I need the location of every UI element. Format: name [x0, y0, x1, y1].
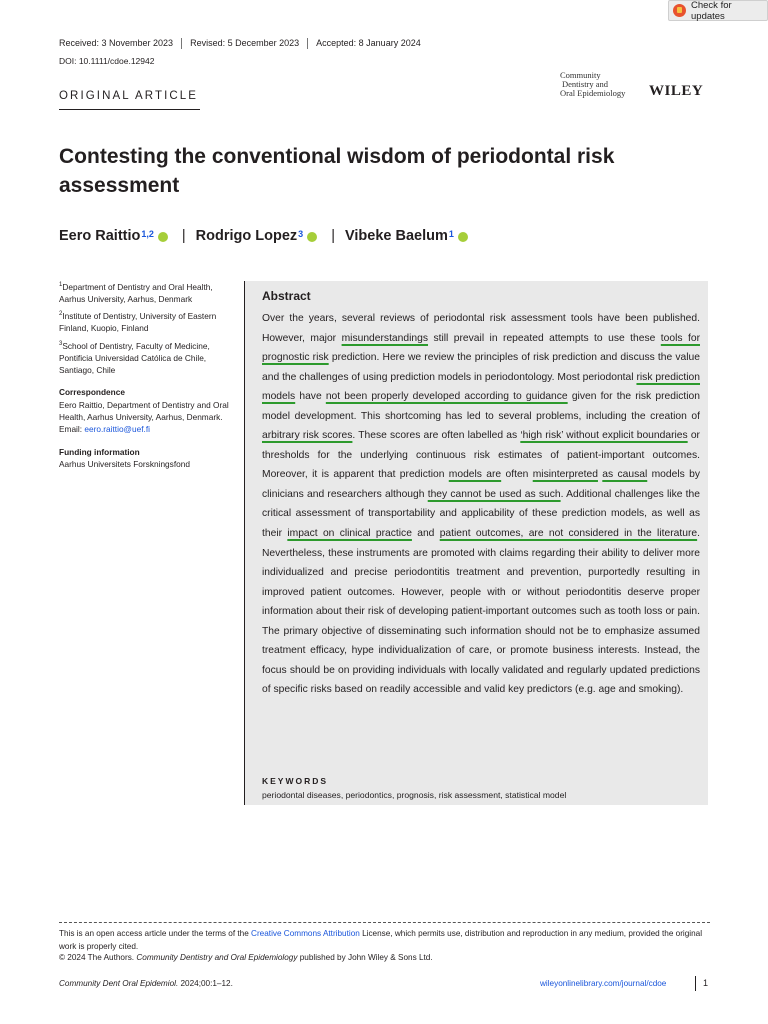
footer-rule: [59, 922, 710, 923]
keywords: periodontal diseases, periodontics, prognosis, risk assessment, statistical model: [262, 790, 567, 800]
highlighted-phrase: not been properly developed according to guidance: [325, 391, 568, 403]
author-name: Eero Raittio: [59, 228, 141, 244]
highlighted-phrase: models are: [448, 469, 502, 481]
received-date: Received: 3 November 2023: [59, 38, 182, 49]
logo-line: Dentistry and: [562, 79, 609, 89]
affiliation: $^3$School of Dentistry, Faculty of Medicine, Pontificia Universidad Católica de Chile, Santiago, Chile: [59, 340, 210, 376]
highlighted-phrase: tools for prognostic risk: [262, 332, 700, 364]
keywords-heading: KEYWORDS: [262, 776, 329, 786]
logo-line: Oral Epidemiology: [560, 88, 626, 98]
author-name: Vibeke Baelum: [344, 228, 448, 244]
abstract-segment: models by clinicians and researchers although: [262, 469, 700, 500]
abstract-segment: have: [295, 391, 326, 403]
funding-text: Aarhus Universitets Forskningsfond: [59, 458, 190, 469]
check-for-updates-button[interactable]: [668, 0, 768, 21]
author-affiliation-ref[interactable]: 3: [298, 229, 304, 239]
journal-url-link[interactable]: wileyonlinelibrary.com/journal/cdoe: [540, 979, 667, 988]
highlighted-phrase: patient outcomes, are not considered in the literature: [439, 528, 698, 540]
check-updates-icon: [673, 4, 686, 17]
abstract-segment: often: [501, 469, 533, 481]
abstract-segment: and: [411, 528, 440, 540]
abstract-segment: or thresholds for the underlying continuous risk estimates of patient-important outcomes. Moreover, it is apparent that prediction: [262, 430, 700, 481]
abstract-segment: still prevail in repeated attempts to use these: [428, 332, 661, 344]
article-type: ORIGINAL ARTICLE: [59, 90, 199, 102]
article-dates: [59, 38, 437, 49]
funding-heading: Funding information: [59, 446, 140, 457]
license-text: This is an open access article under the terms of the Creative Commons Attribution License, which permits use, distribution and reproduction in any medium, provided the original work is properly cited.: [59, 929, 703, 951]
highlighted-phrase: misinterpreted: [532, 469, 598, 481]
abstract-segment: . These scores are often labelled as: [352, 430, 521, 442]
copyright-text: © 2024 The Authors. Community Dentistry and Oral Epidemiology published by John Wiley & Sons Ltd.: [59, 953, 433, 962]
highlighted-phrase: arbitrary risk scores: [262, 430, 353, 442]
abstract-segment: prediction. Here we review the principles of risk prediction and discuss the value and the challenges of using prediction models in periodontology. Most periodontal: [262, 352, 700, 383]
highlighted-phrase: risk prediction models: [262, 371, 700, 403]
affiliations-column: [59, 279, 239, 470]
check-updates-label: Check for updates: [691, 0, 732, 22]
article-title: Contesting the conventional wisdom of periodontal risk assessment: [59, 145, 615, 197]
license-link[interactable]: Creative Commons Attribution: [251, 929, 360, 938]
author-separator: |: [181, 228, 186, 244]
abstract-box: [244, 281, 708, 805]
page-number: 1: [703, 978, 709, 988]
article-type-rule: [59, 109, 200, 110]
abstract-heading: Abstract: [262, 289, 311, 303]
orcid-icon[interactable]: [307, 232, 317, 242]
affiliation: $^1$Department of Dentistry and Oral Health, Aarhus University, Aarhus, Denmark: [59, 281, 213, 305]
doi: DOI: 10.1111/cdoe.12942: [59, 56, 155, 66]
email-link[interactable]: eero.raittio@uef.fi: [84, 424, 150, 435]
logo-line: Community: [560, 70, 601, 80]
abstract-segment: . Nevertheless, these instruments are promoted with claims regarding their ability to deliver more individualized and precise periodontitis treatment and prevention, purportedly resulting in improved patient outcomes. However, people with or without periodontitis deserve proper information about their risk of developing patient-important outcomes such as tooth loss or pain. The primary objective of disseminating such information should not be to emphasize assumed treatment efficacy, hype individualization of care, or promote business interests. Instead, the focus should be on providing individuals with locally validated and regularly updated predictions of specific risks based on readily accessible and valid key predictors (e.g. age and smoking).: [262, 528, 700, 696]
correspondence-email-line: Email: eero.raittio@uef.fi: [59, 424, 150, 435]
correspondence-heading: Correspondence: [59, 387, 125, 398]
author-affiliation-ref[interactable]: 1,2: [141, 229, 154, 239]
orcid-icon[interactable]: [158, 232, 168, 242]
accepted-date: Accepted: 8 January 2024: [316, 38, 421, 48]
correspondence-text: Eero Raittio, Department of Dentistry and Oral Health, Aarhus University, Aarhus, Denmark.: [59, 399, 229, 422]
journal-logo: [560, 71, 710, 101]
affiliation: $^2$Institute of Dentistry, University of Eastern Finland, Kuopio, Finland: [59, 311, 217, 334]
highlighted-phrase: as causal: [602, 469, 648, 481]
highlighted-phrase: misunderstandings: [341, 332, 429, 344]
abstract-segment: Over the years, several reviews of periodontal risk assessment tools have been published. However, major: [262, 313, 700, 344]
footer-divider: [695, 976, 696, 991]
highlighted-phrase: ‘high risk’ without explicit boundaries: [520, 430, 688, 442]
author-affiliation-ref[interactable]: 1: [448, 229, 454, 239]
highlighted-phrase: impact on clinical practice: [287, 528, 412, 540]
author-name: Rodrigo Lopez: [195, 228, 298, 244]
revised-date: Revised: 5 December 2023: [190, 38, 308, 49]
orcid-icon[interactable]: [458, 232, 468, 242]
author-list: [59, 228, 472, 244]
publisher-logo: WILEY: [649, 83, 704, 99]
abstract-segment: . Additional challenges like the critical assessment of transportability and applicability of these prediction models, as well as their: [262, 488, 700, 540]
journal-logo-text: [560, 71, 625, 98]
abstract-segment: given for the risk prediction model development. This shortcoming has led to several problems, including the creation of: [262, 391, 700, 422]
author-separator: |: [331, 228, 335, 244]
citation: Community Dent Oral Epidemiol. 2024;00:1–12.: [59, 979, 233, 988]
abstract-text: [262, 309, 700, 700]
highlighted-phrase: they cannot be used as such: [427, 488, 561, 500]
